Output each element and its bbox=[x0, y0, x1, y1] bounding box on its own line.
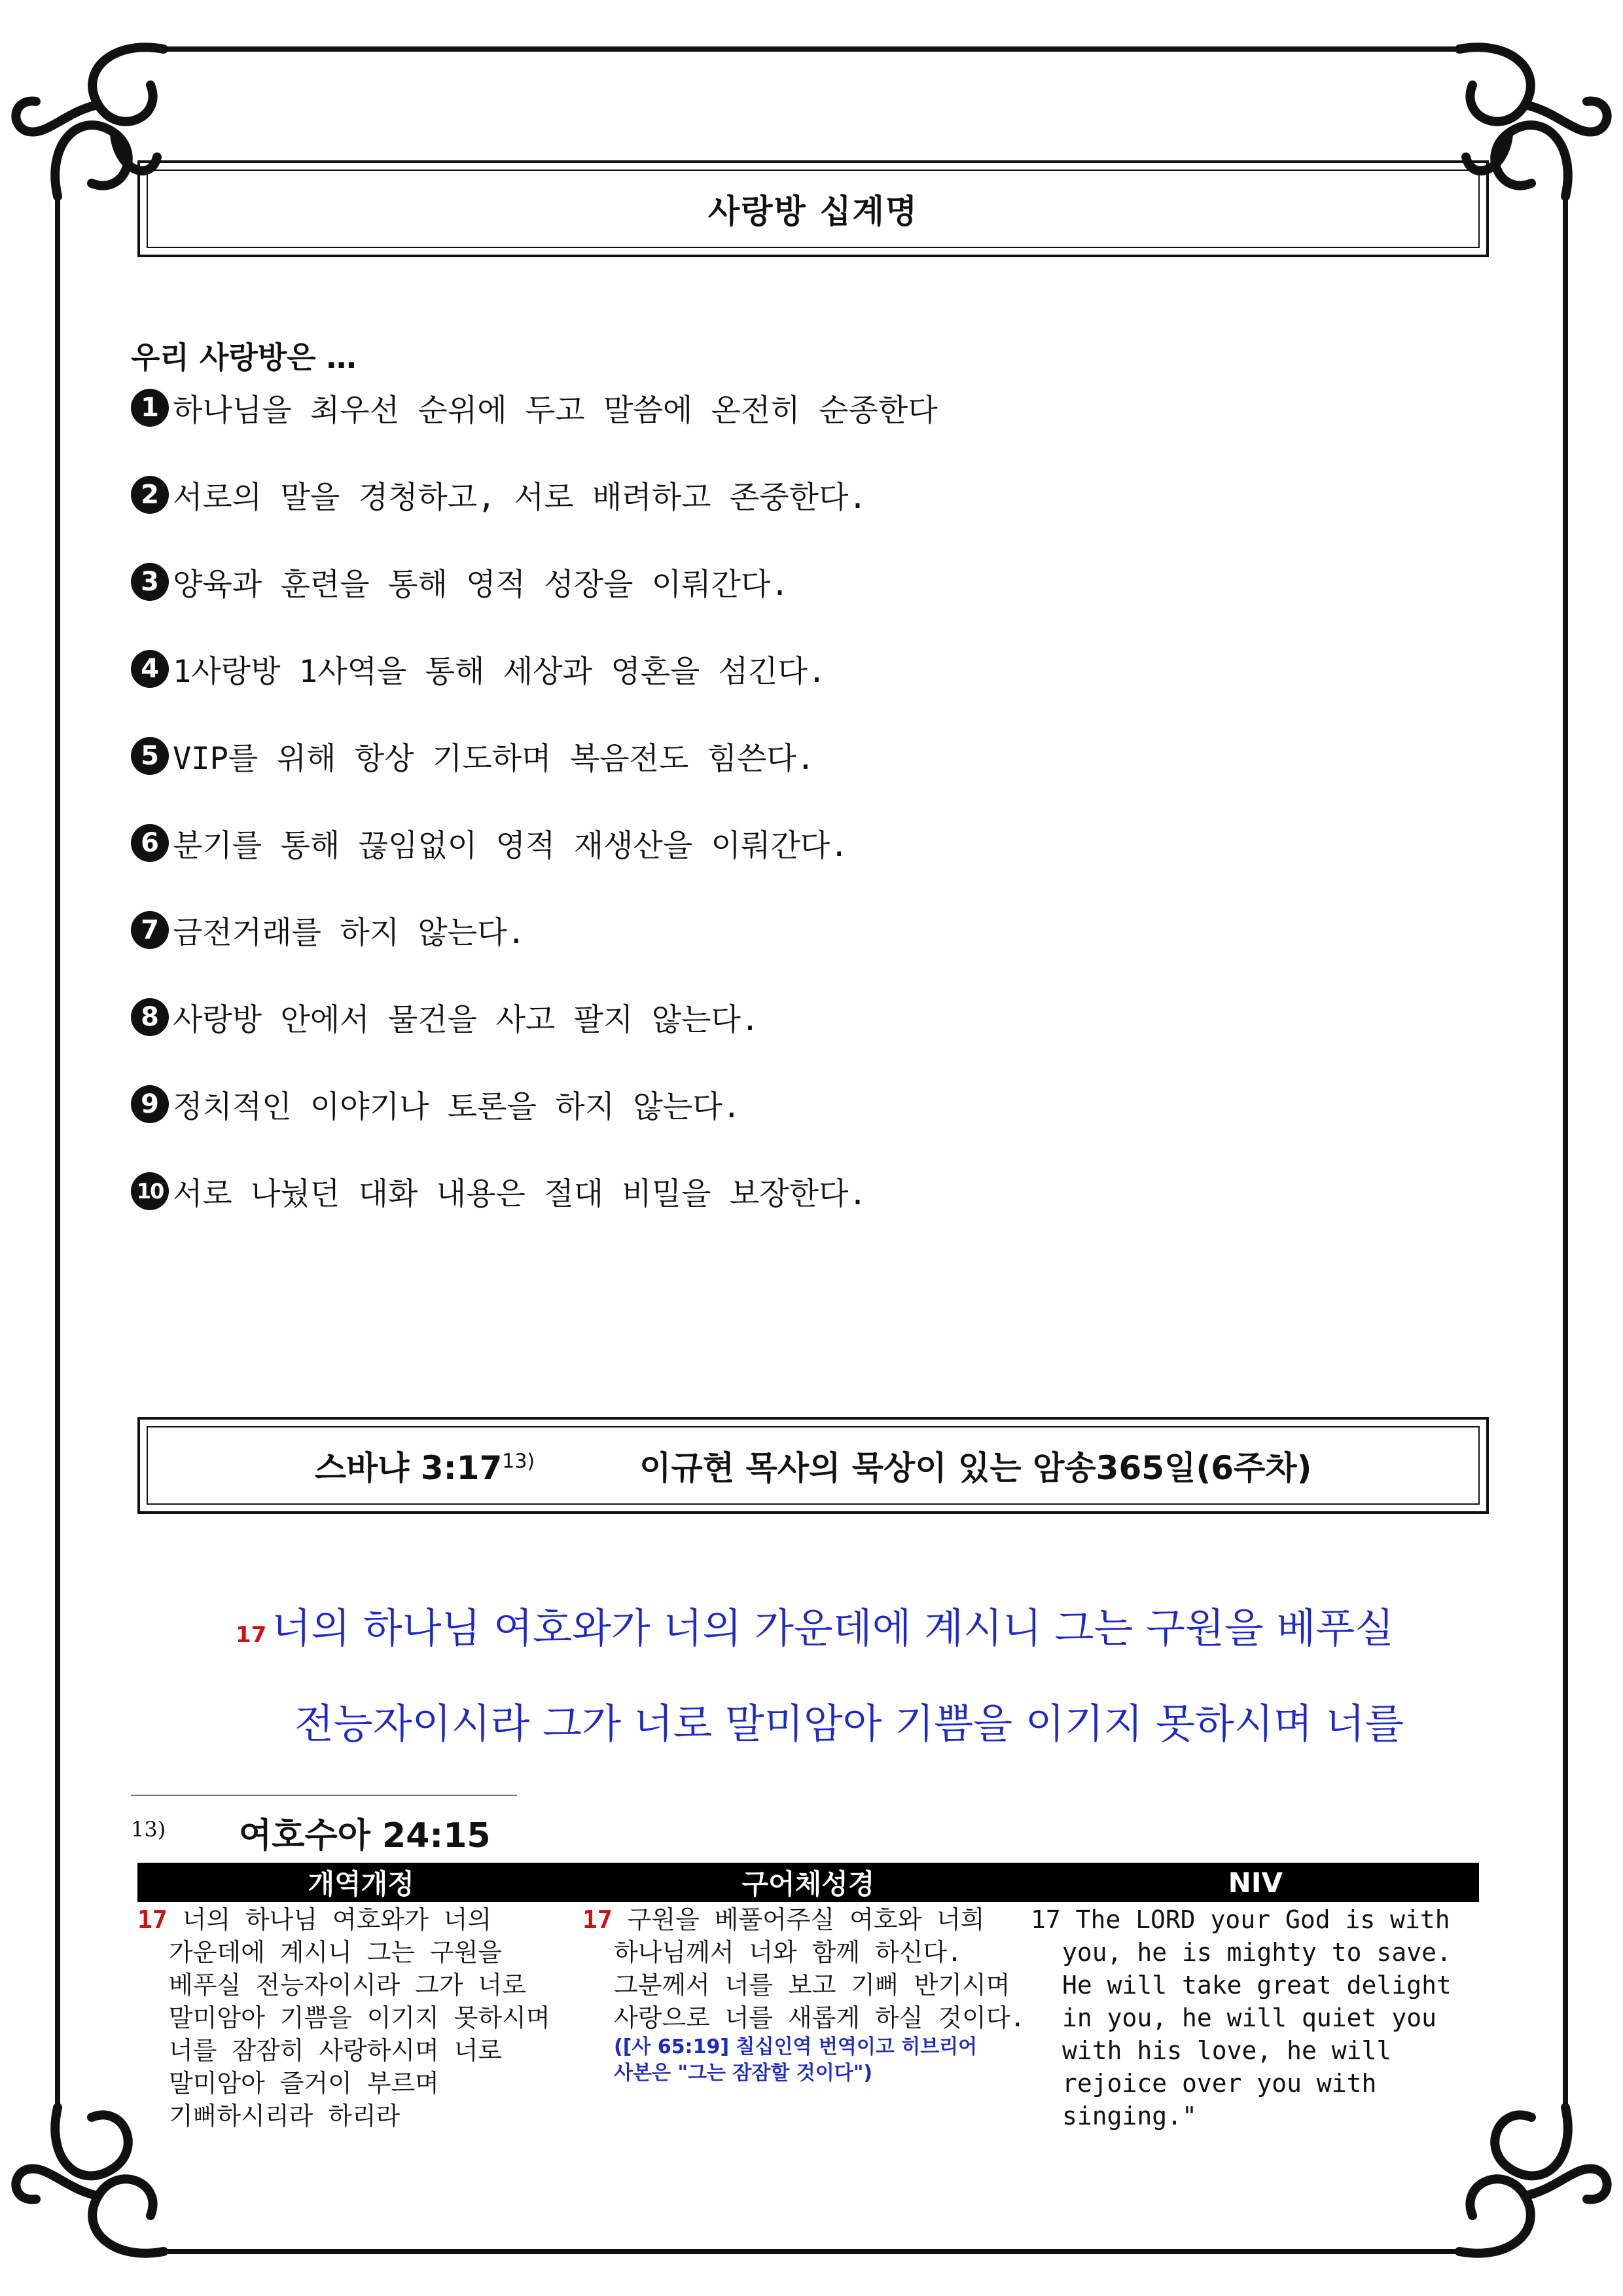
list-item bbox=[131, 560, 938, 647]
translation-column-colloquial: 17 구원을 베풀어주실 여호와 너희 하나님께서 너와 함께 하신다. 그분께서 너를 보고 기뻐 반기시며 사랑으로 너를 새롭게 하실 것이다. ([사 65:19] 칠십인역 번역이고 히브리어 사본은 "그는 잠잠할 것이다") bbox=[582, 1903, 1041, 2087]
verse-number: 17 bbox=[137, 1905, 168, 1934]
verse-number: 17 bbox=[582, 1905, 613, 1934]
page-title: 사랑방 십계명 bbox=[707, 192, 919, 230]
column-header: 구어체성경 bbox=[741, 1868, 875, 1900]
rule-text: 1사랑방 1사역을 통해 세상과 영혼을 섬긴다. bbox=[173, 654, 827, 690]
verse-text bbox=[236, 1584, 1472, 1768]
list-item bbox=[131, 908, 938, 996]
list-item bbox=[131, 647, 938, 734]
footnote-divider bbox=[131, 1795, 517, 1796]
verse-source: 이규현 목사의 묵상이 있는 암송365일(6주차) bbox=[639, 1449, 1312, 1487]
number-badge: 10 bbox=[131, 1172, 169, 1210]
verse-line-2: 전능자이시라 그가 너로 말미암아 기쁨을 이기지 못하시며 너를 bbox=[294, 1700, 1404, 1748]
rules-list bbox=[131, 386, 938, 1257]
number-badge: 3 bbox=[131, 563, 169, 601]
number-badge: 8 bbox=[131, 998, 169, 1036]
column-header: NIV bbox=[1228, 1866, 1283, 1899]
number-badge: 1 bbox=[131, 389, 169, 427]
verse-number: 17 bbox=[1031, 1905, 1061, 1934]
title-box bbox=[137, 160, 1489, 257]
translation-note: 사본은 "그는 잠잠할 것이다") bbox=[614, 2062, 873, 2085]
number-badge: 9 bbox=[131, 1085, 169, 1123]
footnote-marker: 13) bbox=[502, 1450, 535, 1473]
translation-column-niv: 17 The LORD your God is with you, he is mighty to save. He will take great delight in you, he will quiet you with his love, he will rejoice over you with singing." bbox=[1031, 1905, 1452, 2130]
list-item bbox=[131, 734, 938, 821]
list-item bbox=[131, 821, 938, 908]
number-badge: 7 bbox=[131, 911, 169, 949]
number-badge: 5 bbox=[131, 737, 169, 775]
rule-text: VIP를 위해 항상 기도하며 복음전도 힘쓴다. bbox=[173, 741, 815, 777]
rule-text: 정치적인 이야기나 토론을 하지 않는다. bbox=[173, 1089, 741, 1125]
rule-text: 하나님을 최우선 순위에 두고 말씀에 온전히 순종한다 bbox=[173, 393, 938, 429]
verse-reference: 스바냐 3:17$^{13)}$ bbox=[314, 1449, 535, 1487]
list-item bbox=[131, 473, 938, 560]
rule-text: 분기를 통해 끊임없이 영적 재생산을 이뤄간다. bbox=[173, 828, 849, 864]
footnote-title: 여호수아 24:15 bbox=[239, 1816, 491, 1856]
list-item bbox=[131, 996, 938, 1083]
footnote-mark: 13) bbox=[131, 1817, 166, 1842]
rule-text: 서로의 말을 경청하고, 서로 배려하고 존중한다. bbox=[173, 480, 867, 516]
verse-line-1: 17 너의 하나님 여호와가 너의 가운데에 계시니 그는 구원을 베푸실 bbox=[236, 1604, 1395, 1652]
rule-text: 사랑방 안에서 물건을 사고 팔지 않는다. bbox=[173, 1002, 760, 1038]
list-item bbox=[131, 1083, 938, 1170]
translation-header-row bbox=[137, 1863, 1479, 1902]
rule-text: 서로 나눴던 대화 내용은 절대 비밀을 보장한다. bbox=[173, 1176, 867, 1212]
list-item bbox=[131, 1170, 938, 1257]
number-badge: 2 bbox=[131, 476, 169, 514]
translation-column-krv: 17 너의 하나님 여호와가 너의 가운데에 계시니 그는 구원을 베푸실 전능자이시라 그가 너로 말미암아 기쁨을 이기지 못하시며 너를 잠잠히 사랑하시며 너로 말미암아 즐거이 부르며 기뻐하시리라 하리라 bbox=[137, 1905, 550, 2130]
column-header: 개역개정 bbox=[308, 1868, 414, 1900]
verse-number: 17 bbox=[236, 1622, 267, 1648]
number-badge: 4 bbox=[131, 650, 169, 688]
list-item bbox=[131, 386, 938, 473]
verse-header-box bbox=[137, 1417, 1489, 1514]
translation-note: ([사 65:19] 칠십인역 번역이고 히브리어 bbox=[614, 2036, 978, 2058]
intro-text: 우리 사랑방은 … bbox=[131, 340, 357, 375]
number-badge: 6 bbox=[131, 824, 169, 862]
rule-text: 금전거래를 하지 않는다. bbox=[173, 915, 526, 951]
rule-text: 양육과 훈련을 통해 영적 성장을 이뤄간다. bbox=[173, 567, 789, 603]
